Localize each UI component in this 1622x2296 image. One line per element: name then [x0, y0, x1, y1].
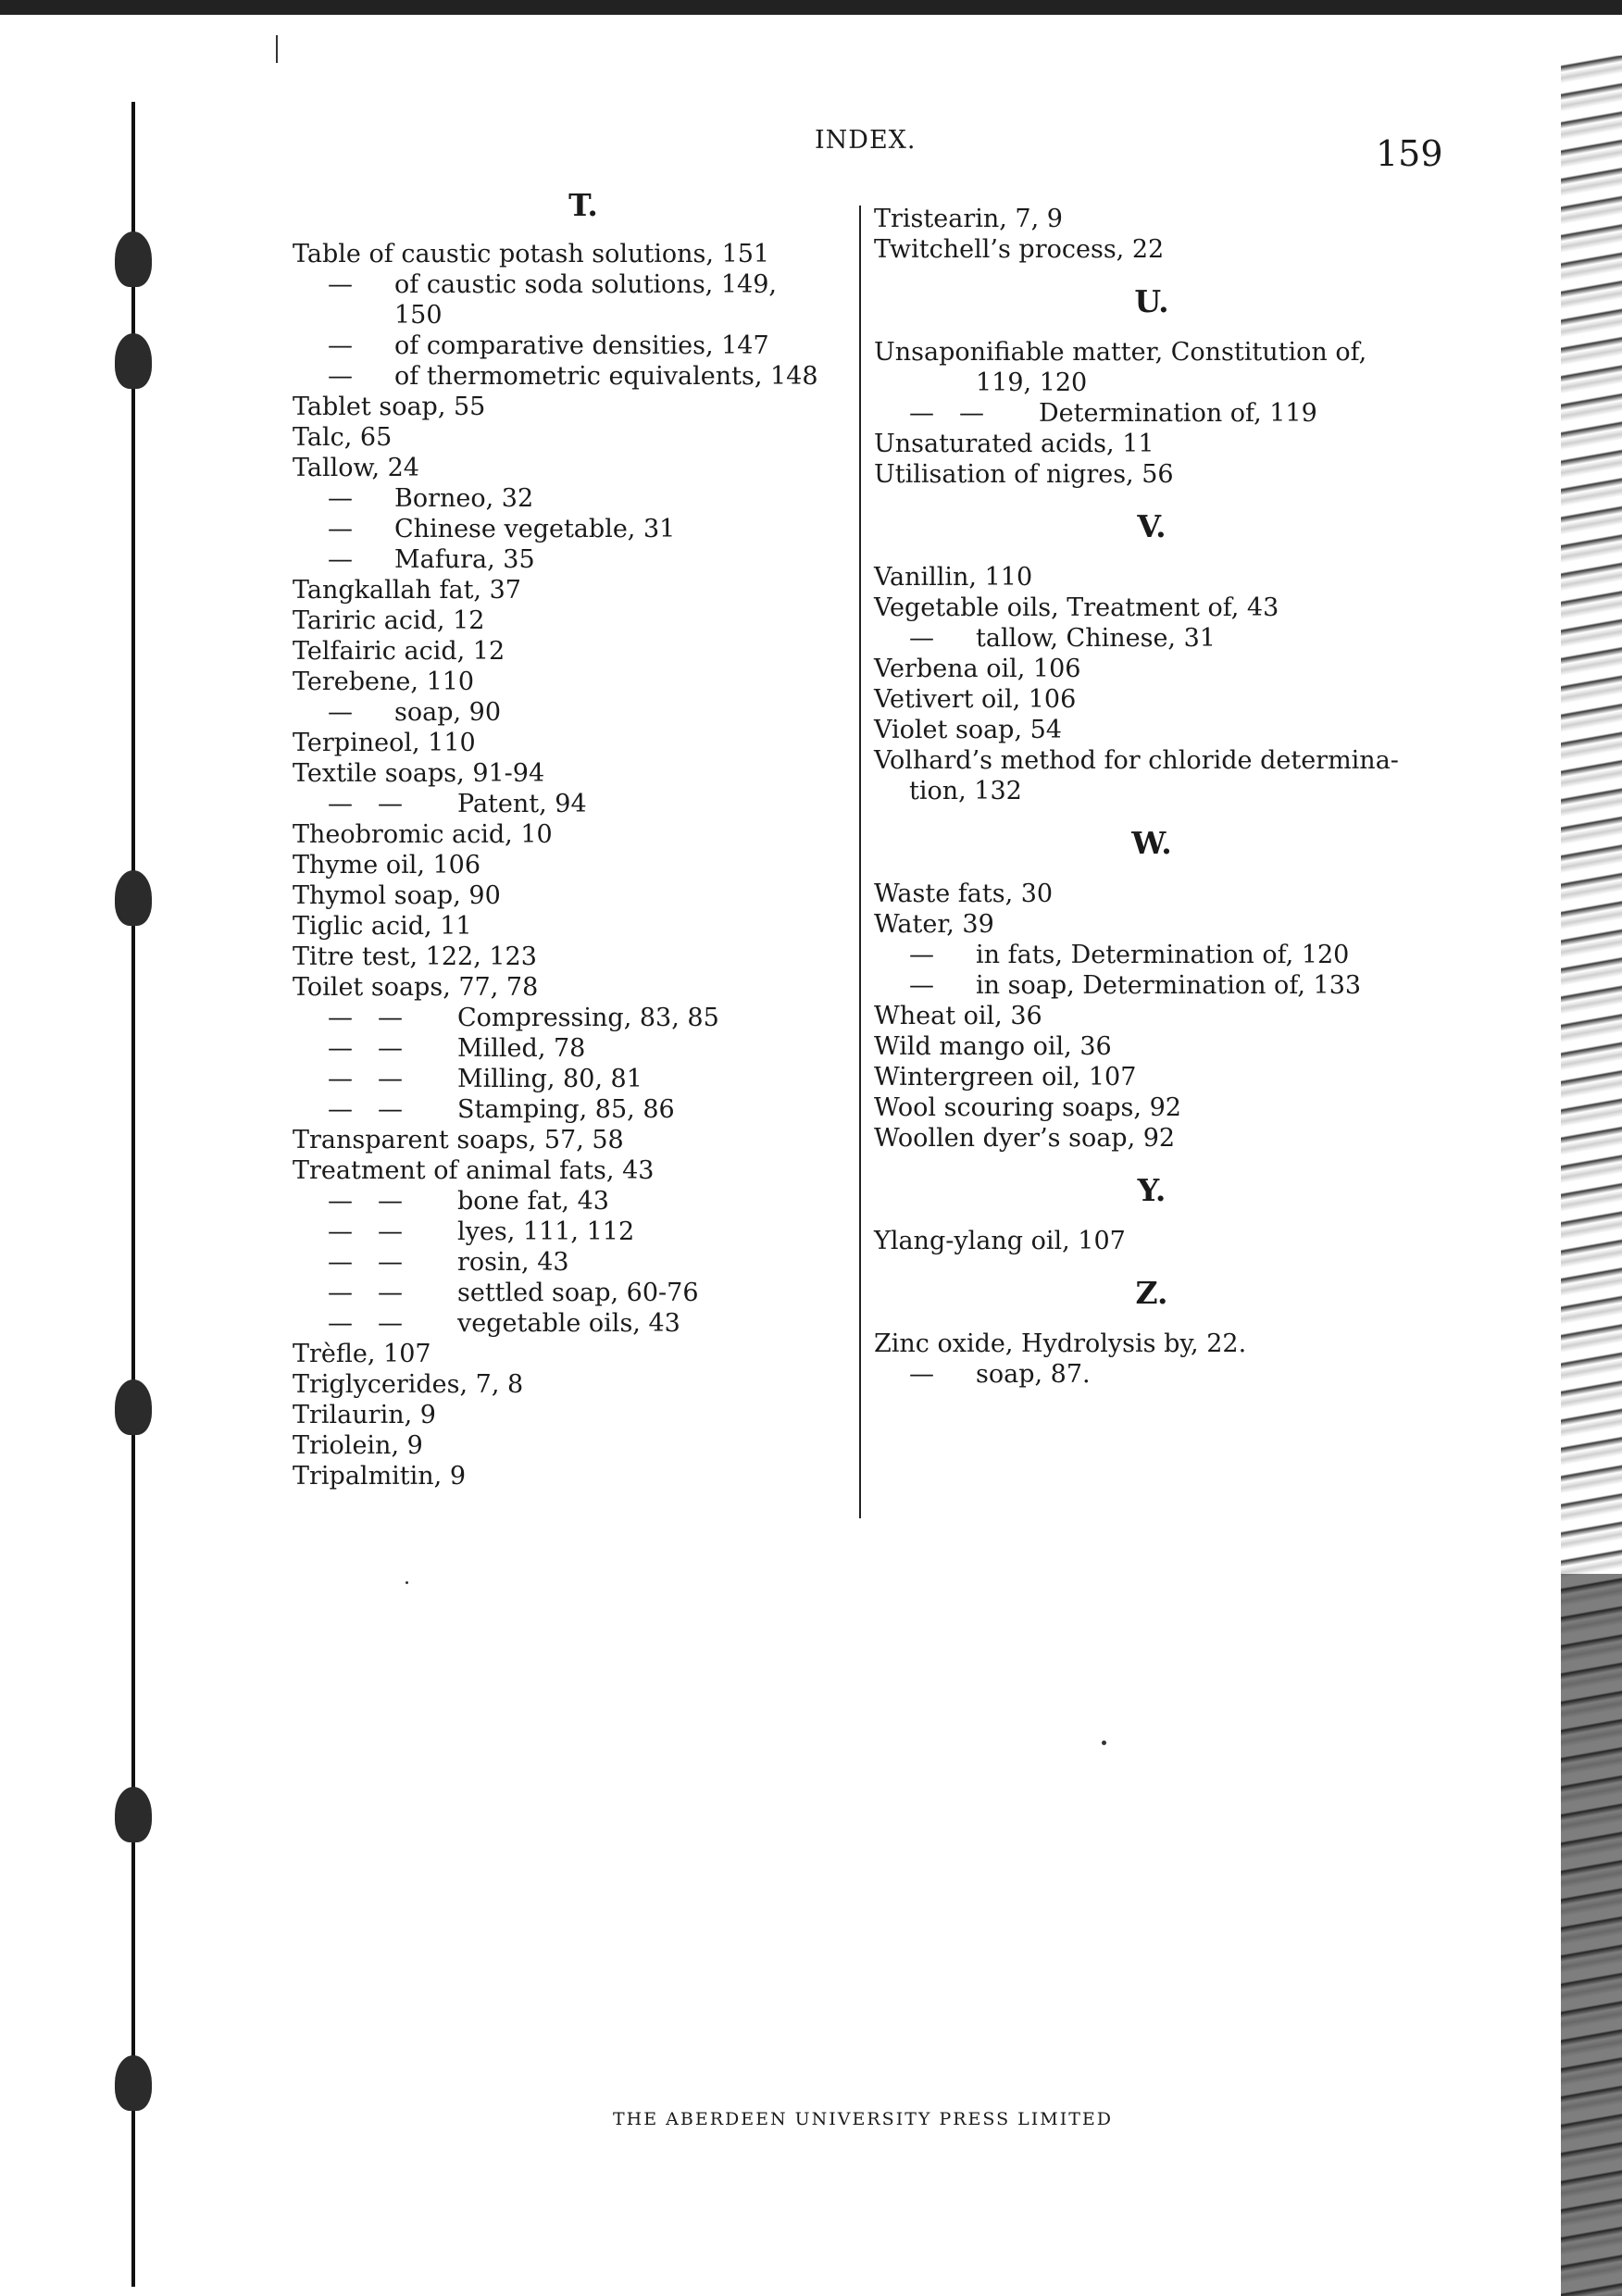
- page-number: 159: [1376, 133, 1443, 174]
- index-entry-text: Triglycerides, 7, 8: [293, 1370, 524, 1399]
- ditto-dash: —: [909, 941, 934, 969]
- index-entry: [293, 1003, 848, 1033]
- index-entry: [293, 269, 848, 300]
- index-entry-text: Talc, 65: [293, 423, 393, 452]
- index-entry: [293, 361, 848, 392]
- index-entry: [874, 368, 1429, 398]
- index-entry-text: Toilet soaps, 77, 78: [293, 973, 539, 1002]
- index-entry: [293, 453, 848, 483]
- index-entry: [293, 697, 848, 728]
- section-letter: U.: [1134, 283, 1169, 319]
- index-entry-text: 119, 120: [976, 368, 1088, 397]
- index-entry: [293, 911, 848, 942]
- index-entry-text: Telfairic acid, 12: [293, 637, 505, 666]
- binding-thread: [131, 102, 135, 2287]
- index-entry: [874, 204, 1429, 234]
- index-entry: [874, 1329, 1429, 1359]
- scan-top-edge: [0, 0, 1622, 15]
- index-entry: [874, 715, 1429, 745]
- ditto-dash: —: [328, 484, 353, 513]
- ditto-dash: —: [328, 270, 353, 299]
- index-entry: [874, 398, 1429, 429]
- ditto-dash: — —: [328, 1217, 403, 1246]
- index-entry: [874, 593, 1429, 623]
- index-entry: [293, 972, 848, 1003]
- ditto-dash: — —: [328, 1065, 403, 1093]
- ditto-dash: — —: [328, 1034, 403, 1063]
- ditto-dash: — —: [328, 1004, 403, 1032]
- index-entry-text: Triolein, 9: [293, 1431, 423, 1460]
- binding-knot: [115, 231, 152, 287]
- index-entry-text: of thermometric equivalents, 148: [394, 362, 818, 391]
- index-entry-text: Violet soap, 54: [874, 716, 1062, 744]
- index-entry-text: Ylang-ylang oil, 107: [874, 1227, 1126, 1255]
- index-entry-text: Patent, 94: [457, 790, 587, 818]
- section-letter: Z.: [1135, 1275, 1168, 1311]
- binding-margin: [0, 0, 204, 2296]
- binding-knot: [115, 333, 152, 389]
- index-entry: [293, 819, 848, 850]
- index-entry-text: Terebene, 110: [293, 668, 475, 696]
- index-entry-text: Vanillin, 110: [874, 563, 1033, 592]
- index-entry-text: 150: [394, 301, 443, 330]
- binding-knot: [115, 2055, 152, 2111]
- index-entry-text: Wool scouring soaps, 92: [874, 1093, 1181, 1122]
- margin-mark: [276, 35, 278, 63]
- ditto-dash: — —: [328, 1309, 403, 1338]
- index-entry: [874, 1092, 1429, 1123]
- index-entry: [293, 331, 848, 361]
- index-entry: [293, 880, 848, 911]
- ditto-dash: — —: [909, 399, 984, 428]
- index-entry: [874, 684, 1429, 715]
- index-entry: [874, 1062, 1429, 1092]
- section-letter: V.: [1137, 508, 1167, 544]
- index-entry: [293, 728, 848, 758]
- index-entry-text: Unsaturated acids, 11: [874, 430, 1154, 458]
- index-entry-text: Thymol soap, 90: [293, 881, 501, 910]
- index-entry: [293, 636, 848, 667]
- index-entry: [874, 1123, 1429, 1154]
- index-entry-text: settled soap, 60-76: [457, 1279, 699, 1307]
- printer-imprint: THE ABERDEEN UNIVERSITY PRESS LIMITED: [612, 2109, 1114, 2129]
- index-entry-text: Tristearin, 7, 9: [874, 205, 1063, 233]
- index-entry-text: Wheat oil, 36: [874, 1002, 1042, 1030]
- index-entry: [874, 1226, 1429, 1256]
- index-entry-text: Verbena oil, 106: [874, 655, 1081, 683]
- index-entry: [293, 789, 848, 819]
- index-entry-text: Stamping, 85, 86: [457, 1095, 675, 1124]
- index-entry-text: Wintergreen oil, 107: [874, 1063, 1137, 1092]
- index-entry-text: Woollen dyer’s soap, 92: [874, 1124, 1176, 1153]
- index-entry-text: Milled, 78: [457, 1034, 586, 1063]
- index-entry-text: Milling, 80, 81: [457, 1065, 643, 1093]
- index-entry-text: Borneo, 32: [394, 484, 534, 513]
- index-entry-text: Tablet soap, 55: [293, 393, 486, 421]
- ditto-dash: —: [909, 624, 934, 653]
- index-column-right: [874, 204, 1429, 1390]
- index-entry-text: vegetable oils, 43: [457, 1309, 680, 1338]
- index-entry: [293, 1308, 848, 1339]
- index-entry: [293, 300, 848, 331]
- index-entry-text: Vetivert oil, 106: [874, 685, 1077, 714]
- index-entry: [293, 1155, 848, 1186]
- index-entry: [293, 850, 848, 880]
- index-entry: [293, 422, 848, 453]
- index-entry: [293, 1125, 848, 1155]
- index-entry-text: Water, 39: [874, 910, 994, 939]
- ditto-dash: — —: [328, 1248, 403, 1277]
- ditto-dash: — —: [328, 1187, 403, 1216]
- ditto-dash: —: [328, 545, 353, 574]
- ditto-dash: — —: [328, 1095, 403, 1124]
- ditto-dash: —: [328, 331, 353, 360]
- index-entry-text: in soap, Determination of, 133: [976, 971, 1362, 1000]
- index-entry: [293, 1278, 848, 1308]
- index-entry: [874, 429, 1429, 459]
- index-entry-text: lyes, 111, 112: [457, 1217, 635, 1246]
- index-entry-text: Trèfle, 107: [293, 1340, 431, 1368]
- index-entry: [293, 605, 848, 636]
- ditto-dash: — —: [328, 790, 403, 818]
- fore-edge-shadow: [1561, 1574, 1622, 2296]
- index-entry-text: tion, 132: [909, 777, 1022, 805]
- index-entry: [293, 1217, 848, 1247]
- ditto-dash: —: [328, 515, 353, 543]
- index-entry: [874, 623, 1429, 654]
- index-entry-text: Treatment of animal fats, 43: [293, 1156, 655, 1185]
- index-entry-text: Mafura, 35: [394, 545, 535, 574]
- binding-knot: [115, 870, 152, 926]
- index-entry-text: Compressing, 83, 85: [457, 1004, 719, 1032]
- index-entry: [293, 1430, 848, 1461]
- index-entry: [874, 1031, 1429, 1062]
- index-entry-text: Tangkallah fat, 37: [293, 576, 521, 605]
- index-entry-text: Tariric acid, 12: [293, 606, 485, 635]
- index-entry: [874, 337, 1429, 368]
- index-entry: [293, 1033, 848, 1064]
- index-column-left: [293, 187, 848, 1491]
- index-entry: [293, 575, 848, 605]
- index-entry: [874, 234, 1429, 265]
- index-entry: [293, 942, 848, 972]
- index-entry: [293, 667, 848, 697]
- index-entry-text: Determination of, 119: [1039, 399, 1317, 428]
- index-entry-text: Tallow, 24: [293, 454, 419, 482]
- index-entry: [293, 544, 848, 575]
- index-entry-text: Thyme oil, 106: [293, 851, 481, 880]
- index-entry: [293, 1247, 848, 1278]
- ditto-dash: —: [328, 698, 353, 727]
- index-entry: [293, 392, 848, 422]
- index-entry-text: tallow, Chinese, 31: [976, 624, 1216, 653]
- ditto-dash: —: [909, 971, 934, 1000]
- index-entry-text: Unsaponifiable matter, Constitution of,: [874, 338, 1367, 367]
- index-entry: [293, 1369, 848, 1400]
- index-entry: [293, 239, 848, 269]
- index-entry-text: Vegetable oils, Treatment of, 43: [874, 593, 1279, 622]
- binding-knot: [115, 1787, 152, 1842]
- index-entry-text: Zinc oxide, Hydrolysis by, 22.: [874, 1329, 1247, 1358]
- index-entry-text: bone fat, 43: [457, 1187, 609, 1216]
- ink-speck: [1102, 1741, 1106, 1745]
- index-entry-text: Trilaurin, 9: [293, 1401, 436, 1429]
- index-entry-text: of comparative densities, 147: [394, 331, 769, 360]
- ditto-dash: — —: [328, 1279, 403, 1307]
- index-entry: [874, 459, 1429, 490]
- ink-speck: [406, 1581, 408, 1584]
- index-entry: [874, 909, 1429, 940]
- index-entry-text: Tripalmitin, 9: [293, 1462, 467, 1491]
- index-entry-text: Volhard’s method for chloride determina-: [874, 746, 1399, 775]
- index-entry: [874, 970, 1429, 1001]
- index-entry-text: in fats, Determination of, 120: [976, 941, 1350, 969]
- section-letter: W.: [1131, 825, 1172, 861]
- index-entry: [874, 776, 1429, 806]
- index-entry: [874, 654, 1429, 684]
- index-entry-text: Chinese vegetable, 31: [394, 515, 676, 543]
- binding-knot: [115, 1379, 152, 1435]
- index-entry-text: Theobromic acid, 10: [293, 820, 553, 849]
- column-divider: [859, 206, 861, 1518]
- index-entry-text: of caustic soda solutions, 149,: [394, 270, 777, 299]
- index-entry-text: Textile soaps, 91-94: [293, 759, 545, 788]
- index-entry: [293, 1339, 848, 1369]
- index-entry: [874, 1359, 1429, 1390]
- index-entry: [293, 1094, 848, 1125]
- index-entry: [293, 1186, 848, 1217]
- index-entry: [293, 514, 848, 544]
- index-entry-text: rosin, 43: [457, 1248, 569, 1277]
- index-entry-text: soap, 90: [394, 698, 502, 727]
- running-head: INDEX.: [815, 126, 917, 155]
- page-fore-edge: [1561, 56, 1622, 2296]
- index-entry: [874, 940, 1429, 970]
- index-entry: [874, 562, 1429, 593]
- index-entry: [874, 1001, 1429, 1031]
- index-entry-text: Wild mango oil, 36: [874, 1032, 1112, 1061]
- index-entry: [293, 1461, 848, 1491]
- index-entry: [293, 758, 848, 789]
- index-entry-text: Tiglic acid, 11: [293, 912, 472, 941]
- index-entry-text: Titre test, 122, 123: [293, 942, 537, 971]
- ditto-dash: —: [909, 1360, 934, 1389]
- index-entry: [293, 1064, 848, 1094]
- index-entry: [874, 745, 1429, 776]
- index-entry: [293, 483, 848, 514]
- section-letter: T.: [568, 187, 598, 223]
- section-letter: Y.: [1137, 1172, 1167, 1208]
- index-entry-text: Transparent soaps, 57, 58: [293, 1126, 624, 1154]
- index-entry: [874, 879, 1429, 909]
- index-entry-text: Terpineol, 110: [293, 729, 476, 757]
- index-entry-text: Table of caustic potash solutions, 151: [293, 240, 770, 268]
- index-entry: [293, 1400, 848, 1430]
- index-entry-text: Twitchell’s process, 22: [874, 235, 1165, 264]
- index-entry-text: Waste fats, 30: [874, 880, 1054, 908]
- ditto-dash: —: [328, 362, 353, 391]
- index-entry-text: soap, 87.: [976, 1360, 1091, 1389]
- index-entry-text: Utilisation of nigres, 56: [874, 460, 1174, 489]
